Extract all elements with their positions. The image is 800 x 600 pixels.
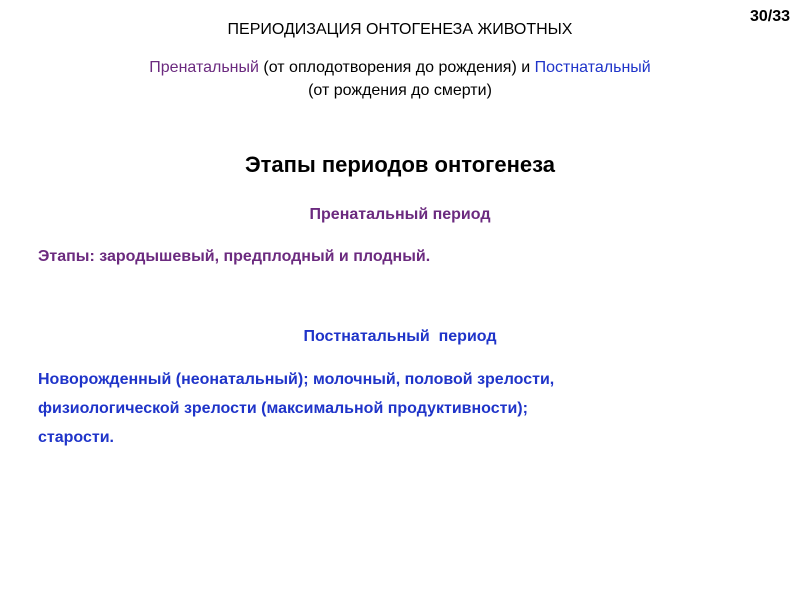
postnatal-stages-text bbox=[38, 365, 554, 452]
subtitle-prenatal-range: (от оплодотворения до рождения) и bbox=[258, 59, 535, 76]
subtitle-postnatal: Постнатальный bbox=[534, 59, 651, 76]
slide-subtitle bbox=[40, 56, 760, 102]
prenatal-period-title: Пренатальный период bbox=[309, 206, 491, 223]
prenatal-stages-text: Этапы: зародышевый, предплодный и плодный. bbox=[38, 248, 431, 265]
postnatal-line: физиологической зрелости (максимальной продуктивности); bbox=[38, 400, 528, 417]
section-heading: Этапы периодов онтогенеза bbox=[245, 152, 555, 177]
postnatal-line: Новорожденный (неонатальный); молочный, половой зрелости, bbox=[38, 371, 555, 388]
slide-title: ПЕРИОДИЗАЦИЯ ОНТОГЕНЕЗА ЖИВОТНЫХ bbox=[227, 21, 573, 38]
subtitle-postnatal-range: (от рождения до смерти) bbox=[308, 82, 492, 99]
postnatal-line: старости. bbox=[38, 429, 114, 446]
page-number: 30/33 bbox=[749, 8, 790, 25]
subtitle-line-1 bbox=[40, 56, 760, 79]
subtitle-prenatal: Пренатальный bbox=[149, 59, 259, 76]
postnatal-period-title: Постнатальный период bbox=[303, 328, 497, 345]
